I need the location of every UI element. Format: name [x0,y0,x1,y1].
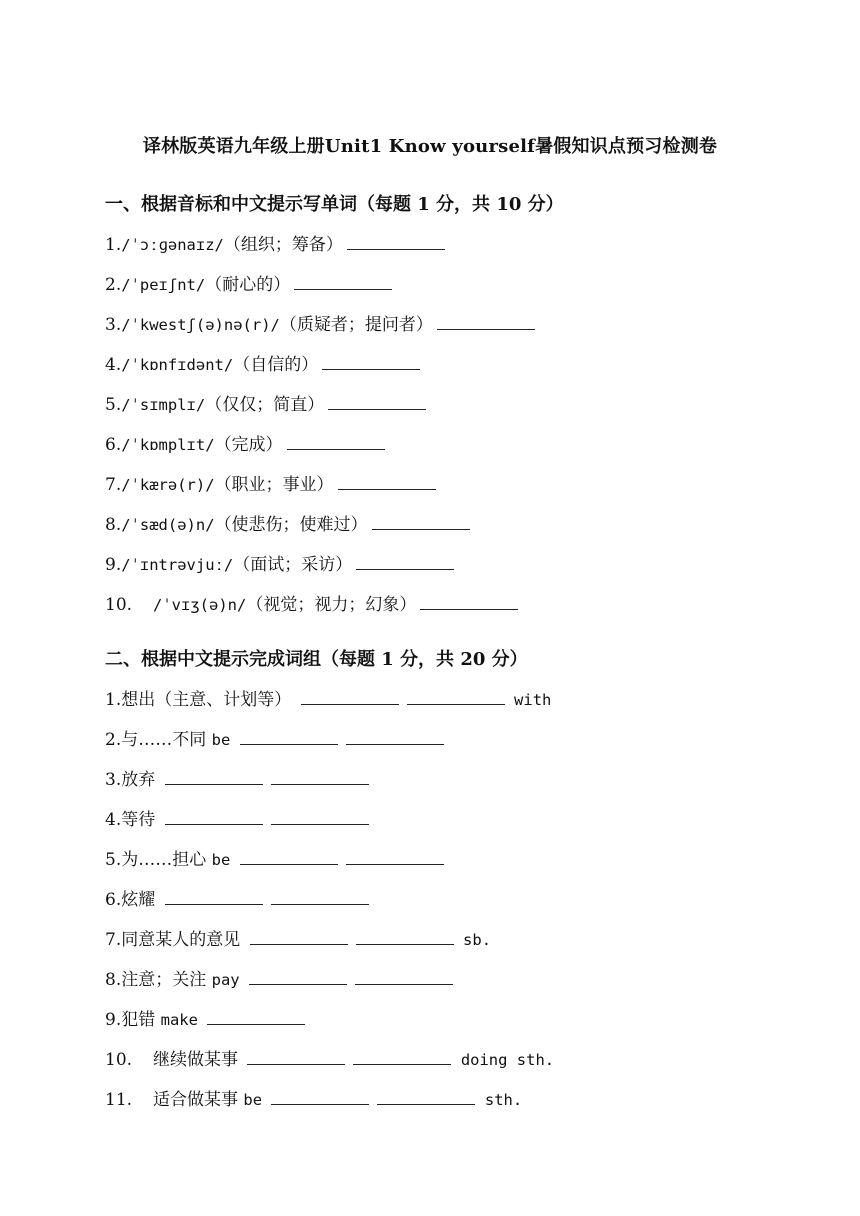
answer-blank[interactable] [271,890,369,905]
item-number: 8. [105,970,122,990]
phonetic: /ˈpeɪʃnt/ [121,276,206,294]
phonetic: /ˈsɪmplɪ/ [121,396,206,414]
chinese-hint: （职业；事业） [214,475,334,495]
item-number: 6. [105,890,122,910]
answer-blank[interactable] [271,770,369,785]
phrase-suffix: with [514,691,552,709]
phonetic: /ˈɔːɡənaɪz/ [121,236,224,254]
answer-blank[interactable] [250,930,348,945]
answer-blank[interactable] [247,1050,345,1065]
chinese-hint: 炫耀 [121,890,156,910]
item-number: 10. [105,1050,133,1070]
chinese-hint: （仅仅；简直） [205,395,325,415]
s1-item-9 [105,550,458,575]
chinese-hint: 同意某人的意见 [121,930,241,950]
answer-blank[interactable] [437,315,535,330]
chinese-hint: （面试；采访） [233,555,353,575]
answer-blank[interactable] [346,850,444,865]
item-number: 4. [105,355,122,375]
item-number: 8. [105,515,122,535]
answer-blank[interactable] [338,475,436,490]
s2-item-11 [105,1085,522,1110]
chinese-hint: 继续做某事 [153,1050,238,1070]
chinese-hint: （使悲伤；使难过） [214,515,368,535]
item-number: 3. [105,315,122,335]
item-number: 7. [105,475,122,495]
s2-item-6 [105,885,373,910]
answer-blank[interactable] [322,355,420,370]
answer-blank[interactable] [328,395,426,410]
phrase-prefix: be [211,851,231,869]
answer-blank[interactable] [353,1050,451,1065]
answer-blank[interactable] [271,1090,369,1105]
item-number: 3. [105,770,122,790]
s1-item-5 [105,390,430,415]
phrase-suffix: doing sth. [460,1051,555,1069]
phrase-suffix: sth. [484,1091,523,1109]
phonetic: /ˈkɒmplɪt/ [121,436,215,454]
chinese-hint: 适合做某事 [153,1090,238,1110]
s1-item-4 [105,350,424,375]
item-number: 2. [105,730,122,750]
s1-item-2 [105,270,396,295]
item-number: 6. [105,435,122,455]
s1-item-1 [105,230,449,255]
answer-blank[interactable] [372,515,470,530]
answer-blank[interactable] [240,730,338,745]
item-number: 5. [105,850,122,870]
item-number: 11. [105,1090,133,1110]
chinese-hint: 想出（主意、计划等） [121,690,292,710]
answer-blank[interactable] [377,1090,475,1105]
item-number: 2. [105,275,122,295]
phonetic: /ˈɪntrəvjuː/ [121,556,234,574]
answer-blank[interactable] [165,890,263,905]
chinese-hint: （组织；筹备） [223,235,343,255]
item-number: 4. [105,810,122,830]
chinese-hint: （质疑者；提问者） [279,315,433,335]
chinese-hint: （自信的） [233,355,319,375]
s2-item-3 [105,765,373,790]
section2-heading: 二、根据中文提示完成词组（每题 1 分，共 20 分） [105,649,528,670]
answer-blank[interactable] [355,970,453,985]
s2-item-2 [105,725,448,750]
item-number: 1. [105,235,122,255]
s1-item-3 [105,310,539,335]
answer-blank[interactable] [165,810,263,825]
s1-item-6 [105,430,389,455]
answer-blank[interactable] [287,435,385,450]
chinese-hint: 与……不同 [121,730,207,750]
s2-item-10 [105,1045,554,1070]
answer-blank[interactable] [249,970,347,985]
phrase-suffix: sb. [463,931,492,949]
answer-blank[interactable] [356,555,454,570]
s1-item-7 [105,470,440,495]
answer-blank[interactable] [420,595,518,610]
chinese-hint: 放弃 [121,770,156,790]
item-number: 9. [105,1010,122,1030]
item-number: 5. [105,395,122,415]
s2-item-1 [105,685,551,710]
chinese-hint: （耐心的） [205,275,291,295]
phonetic: /ˈkærə(r)/ [121,476,215,494]
chinese-hint: 犯错 [121,1010,156,1030]
answer-blank[interactable] [301,690,399,705]
answer-blank[interactable] [165,770,263,785]
phrase-prefix: make [160,1011,198,1029]
phonetic: /ˈsæd(ə)n/ [121,516,215,534]
chinese-hint: （视觉；视力；幻象） [246,595,417,615]
phrase-prefix: pay [211,971,240,989]
s1-item-10 [105,590,522,615]
item-number: 10. [105,595,133,615]
page-title: 译林版英语九年级上册Unit1 Know yourself暑假知识点预习检测卷 [142,136,718,157]
s2-item-7 [105,925,491,950]
chinese-hint: 等待 [121,810,156,830]
s2-item-9 [105,1005,309,1030]
s2-item-8 [105,965,457,990]
phonetic: /ˈkwestʃ(ə)nə(r)/ [121,316,280,334]
chinese-hint: 为……担心 [121,850,207,870]
phonetic: /ˈkɒnfɪdənt/ [121,356,234,374]
answer-blank[interactable] [346,730,444,745]
answer-blank[interactable] [347,235,445,250]
item-number: 1. [105,690,122,710]
chinese-hint: （完成） [214,435,283,455]
answer-blank[interactable] [407,690,505,705]
phrase-prefix: be [243,1091,263,1109]
s2-item-5 [105,845,448,870]
answer-blank[interactable] [271,810,369,825]
item-number: 9. [105,555,122,575]
item-number: 7. [105,930,122,950]
phonetic: /ˈvɪʒ(ə)n/ [153,596,247,614]
phrase-prefix: be [211,731,231,749]
answer-blank[interactable] [294,275,392,290]
s1-item-8 [105,510,474,535]
chinese-hint: 注意；关注 [121,970,207,990]
answer-blank[interactable] [207,1010,305,1025]
s2-item-4 [105,805,373,830]
answer-blank[interactable] [240,850,338,865]
answer-blank[interactable] [356,930,454,945]
section1-heading: 一、根据音标和中文提示写单词（每题 1 分，共 10 分） [105,194,564,215]
